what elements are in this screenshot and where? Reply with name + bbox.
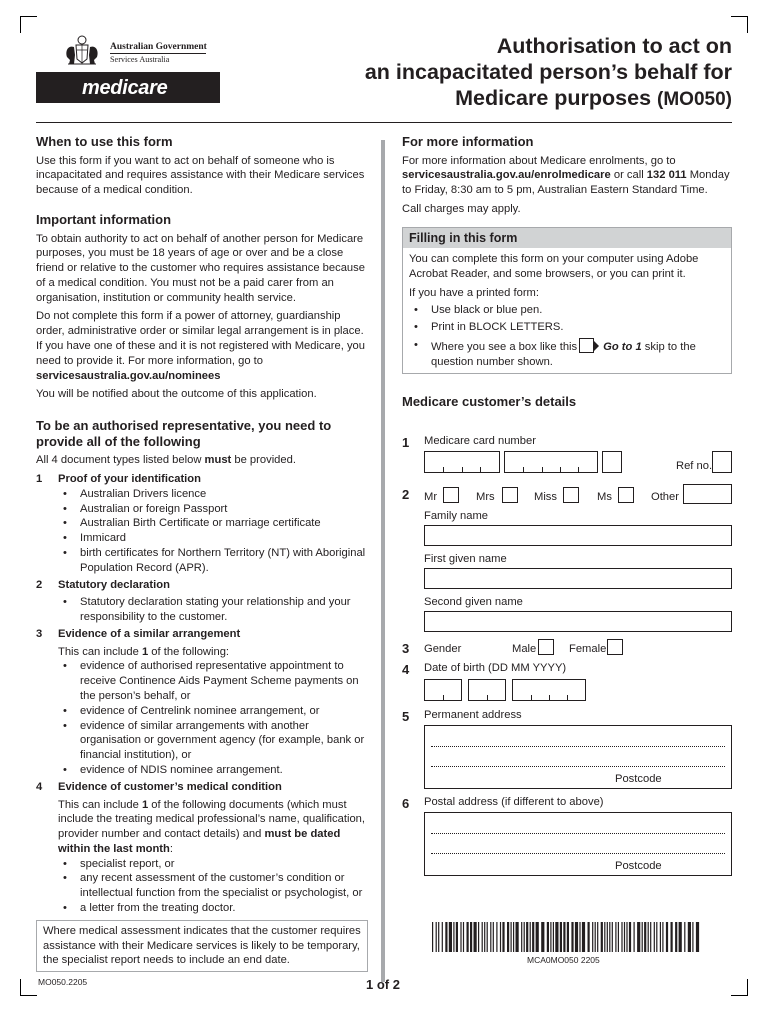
intro-bold: 1 (141, 645, 149, 658)
barcode-bar (609, 922, 610, 952)
barcode-bar (671, 922, 673, 952)
question-2 (402, 486, 734, 632)
medicare-wordmark: medicare (82, 77, 168, 99)
barcode-bar (654, 922, 655, 952)
barcode-bar (536, 922, 539, 952)
list-item: • evidence of NDIS nominee arrangement. (58, 763, 368, 778)
barcode-bar (624, 922, 625, 952)
barcode-bar (474, 922, 477, 952)
important-heading: Important information (36, 211, 172, 227)
barcode-bar (526, 922, 528, 952)
barcode-bar (626, 922, 627, 952)
barcode-bar (615, 922, 616, 952)
gender-label: Gender (424, 643, 462, 655)
crop-mark-top-left (20, 16, 37, 33)
more-info-heading: For more information (402, 134, 534, 149)
barcode-bar (482, 922, 483, 952)
requirement-3-bullets (58, 659, 368, 777)
requirement-number: 2 (36, 578, 43, 591)
list-item: • birth certificates for Northern Territory (NT) with Aboriginal Population Record (APR). (58, 546, 368, 576)
barcode-bar (478, 922, 479, 952)
barcode-bar (656, 922, 657, 952)
question-number: 3 (402, 641, 410, 656)
barcode-bar (604, 922, 605, 952)
filling-bullets (409, 303, 725, 370)
first-given-name-label: First given name (424, 553, 507, 565)
barcode-bar (644, 922, 646, 952)
title-mr-label: Mr (424, 491, 438, 503)
barcode-bar (597, 922, 598, 952)
date-of-birth-label: Date of birth (DD MM YYYY) (424, 662, 567, 674)
first-given-name-input[interactable] (424, 568, 732, 589)
barcode-bar (675, 922, 677, 952)
barcode-bar (621, 922, 622, 952)
form-code: (MO050) (657, 89, 732, 110)
requirement-title: Proof of your identification (58, 473, 201, 486)
barcode-bar (679, 922, 682, 952)
barcode-bar (648, 922, 649, 952)
barcode-bar (592, 922, 593, 952)
requirement-4-intro (58, 798, 368, 857)
list-item: • Australian or foreign Passport (58, 502, 368, 517)
requirement-3-intro (58, 645, 368, 660)
barcode-bar (684, 922, 685, 952)
title-line-3 (312, 85, 732, 113)
filling-p1: You can complete this form on your computer using Adobe Acrobat Reader, and some browsers, or you can print it. (409, 253, 699, 280)
list-item: • evidence of similar arrangements with another organisation or government agency (for example, bank or financial institution), or (58, 719, 368, 763)
barcode-bar (575, 922, 578, 952)
title-miss-label: Miss (534, 491, 557, 503)
medicare-brand-banner (36, 72, 220, 103)
important-p3: If you have one of these and it is not registered with Medicare, you need to provide it. For more information, go to (36, 340, 365, 367)
title-line-2: an incapacitated person’s behalf for (364, 60, 732, 84)
requirement-2 (36, 578, 368, 625)
title-other-label: Other (651, 491, 679, 503)
question-number: 6 (402, 796, 410, 811)
page-number: 1 of 2 (366, 977, 400, 992)
barcode-bar (521, 922, 522, 952)
intro-bold: 1 (141, 798, 149, 811)
dob-month-input[interactable] (468, 679, 506, 701)
barcode-bar (595, 922, 596, 952)
barcode-bar (502, 922, 504, 952)
list-item: • any recent assessment of the customer’s condition or intellectual function from the specialist or psychologist, or (58, 871, 368, 901)
title-mrs-label: Mrs (476, 491, 495, 503)
crop-mark-top-right (731, 16, 748, 33)
barcode-bar (453, 922, 454, 952)
authorised-heading: To be an authorised representative, you need to provide all of the following (36, 418, 332, 449)
question-number: 5 (402, 709, 410, 724)
filling-in-form-panel (402, 227, 732, 374)
coat-of-arms-icon (60, 33, 104, 67)
intro-mid: of the following documents (which must include the treating medical professional’s name, qualification, provider number and contact details) and (58, 798, 366, 841)
second-given-name-input[interactable] (424, 611, 732, 632)
government-logo (60, 33, 220, 67)
gender-male-checkbox[interactable] (538, 639, 554, 655)
logo-divider (110, 53, 206, 54)
header-divider (36, 122, 732, 123)
gender-female-checkbox[interactable] (607, 639, 623, 655)
barcode-bar (507, 922, 509, 952)
intro-post: of the following: (151, 645, 230, 658)
goto-post: skip to the question number shown. (431, 341, 696, 368)
barcode-bar (618, 922, 619, 952)
requirement-title: Statutory declaration (58, 578, 170, 591)
barcode-bar (560, 922, 562, 952)
goto-arrow-icon (594, 341, 599, 351)
crop-mark-bottom-right (731, 979, 748, 996)
barcode-bar (513, 922, 514, 952)
barcode-bar (629, 922, 631, 952)
barcode-bar (571, 922, 573, 952)
requirement-4-bullets (58, 857, 368, 916)
document-requirements-list (36, 472, 368, 916)
barcode-bar (547, 922, 549, 952)
more-info-p2: Call charges may apply. (402, 202, 521, 215)
family-name-label: Family name (424, 510, 489, 522)
intro-pre: This can include (58, 798, 139, 811)
barcode-bar (496, 922, 497, 952)
barcode-bar (666, 922, 668, 952)
barcode-bar (650, 922, 651, 952)
intro-pre: This can include (58, 645, 139, 658)
barcode-bar (532, 922, 534, 952)
list-item: • Australian Birth Certificate or marriage certificate (58, 516, 368, 531)
barcode-bar (467, 922, 469, 952)
barcode-bar (579, 922, 580, 952)
title-miss-checkbox[interactable] (563, 487, 579, 503)
more-info-p1 (402, 154, 732, 198)
list-item: • evidence of Centrelink nominee arrangement, or (58, 704, 368, 719)
medicare-card-digits-2[interactable] (504, 451, 598, 473)
barcode-bar (582, 922, 585, 952)
barcode-bar (563, 922, 565, 952)
list-item: • Australian Drivers licence (58, 487, 368, 502)
barcode-bar (432, 922, 433, 952)
list-item: • specialist report, or (58, 857, 368, 872)
important-p1: To obtain authority to act on behalf of another person for Medicare purposes, you must be 18 years of age or over and be a close friend or relative to the customer who requires assistance because of a medical condition. You must not be a paid carer from an organisation, institution or community health service. (36, 232, 365, 304)
barcode-bar (567, 922, 569, 952)
filling-heading: Filling in this form (403, 228, 731, 249)
postal-postcode-label: Postcode (615, 860, 662, 872)
barcode-bar (460, 922, 461, 952)
barcode-bar (662, 922, 663, 952)
title-mrs-checkbox[interactable] (502, 487, 518, 503)
second-given-name-label: Second given name (424, 596, 523, 608)
question-1 (402, 434, 734, 474)
barcode-bar (555, 922, 558, 952)
barcode-bar (438, 922, 439, 952)
question-4 (402, 661, 734, 703)
goto-pre: Where you see a box like this (431, 341, 578, 354)
government-line-1: Australian Government (110, 42, 207, 52)
authorised-intro-pre: All 4 document types listed below (36, 454, 202, 467)
permanent-address-input[interactable] (424, 725, 732, 789)
barcode-bar (442, 922, 443, 952)
crop-mark-bottom-left (20, 979, 37, 996)
ref-no-box[interactable] (712, 451, 732, 473)
title-line-3-text: Medicare purposes (455, 86, 652, 110)
barcode-bar (449, 922, 452, 952)
permanent-postcode-label: Postcode (615, 773, 662, 785)
question-number: 1 (402, 435, 410, 450)
left-column (36, 134, 368, 972)
barcode-bar (612, 922, 613, 952)
barcode (432, 922, 702, 952)
ref-no-label: Ref no. (676, 460, 713, 472)
temporary-assistance-note: Where medical assessment indicates that the customer requires assistance with their Medicare services is likely to be temporary, the specialist report needs to include an end date. (36, 920, 368, 972)
question-6 (402, 795, 734, 877)
barcode-bar (463, 922, 464, 952)
barcode-bar (692, 922, 693, 952)
list-item: • a letter from the treating doctor. (58, 901, 368, 916)
list-item: • Statutory declaration stating your relationship and your responsibility to the customer. (58, 595, 368, 625)
right-column (402, 134, 732, 413)
title-other-input[interactable] (683, 484, 732, 504)
requirement-number: 4 (36, 780, 43, 793)
barcode-bar (642, 922, 643, 952)
requirement-1 (36, 472, 368, 575)
family-name-input[interactable] (424, 525, 732, 546)
medicare-card-label: Medicare card number (424, 435, 536, 447)
title-ms-checkbox[interactable] (618, 487, 634, 503)
barcode-bar (516, 922, 519, 952)
barcode-bar (601, 922, 603, 952)
list-item: • Use black or blue pen. (409, 303, 725, 318)
barcode-label: MCA0MO050 2205 (527, 955, 600, 965)
barcode-bar (634, 922, 635, 952)
authorised-intro (36, 453, 368, 468)
barcode-bar (445, 922, 447, 952)
barcode-bar (607, 922, 608, 952)
requirement-number: 1 (36, 473, 43, 486)
title-line-1: Authorisation to act on (496, 34, 732, 58)
permanent-address-label: Permanent address (424, 709, 522, 721)
barcode-bar (637, 922, 640, 952)
title-mr-checkbox[interactable] (443, 487, 459, 503)
barcode-bar (550, 922, 551, 952)
nominees-link[interactable]: servicesaustralia.gov.au/nominees (36, 369, 221, 382)
question-number: 2 (402, 487, 410, 502)
requirement-title: Evidence of customer’s medical condition (58, 780, 282, 793)
form-version: MO050.2205 (38, 977, 88, 987)
when-heading: When to use this form (36, 134, 173, 149)
requirement-1-bullets (58, 487, 368, 576)
authorised-intro-post: be provided. (234, 454, 296, 467)
question-3 (402, 640, 734, 660)
barcode-bar (487, 922, 488, 952)
barcode-bar (530, 922, 531, 952)
postal-address-input[interactable] (424, 812, 732, 876)
important-p4: You will be notified about the outcome of this application. (36, 388, 317, 401)
requirement-4 (36, 780, 368, 916)
question-5 (402, 708, 734, 790)
requirement-3 (36, 627, 368, 778)
phone-number: 132 011 (646, 169, 687, 182)
barcode-bar (524, 922, 525, 952)
dob-year-input[interactable] (512, 679, 586, 701)
goto-box-icon (579, 338, 594, 353)
authorised-intro-bold: must (204, 454, 232, 467)
more-info-pre: For more information about Medicare enrolments, go to (402, 154, 676, 167)
barcode-bar (660, 922, 661, 952)
barcode-bar (490, 922, 491, 952)
barcode-bar (436, 922, 437, 952)
gender-male-label: Male (512, 643, 537, 655)
barcode-bar (511, 922, 512, 952)
medicare-card-issue-digit[interactable] (602, 451, 622, 473)
column-separator (381, 140, 385, 982)
postal-address-label: Postal address (if different to above) (424, 796, 604, 808)
enrolmedicare-link[interactable]: servicesaustralia.gov.au/enrolmedicare (402, 169, 611, 182)
intro-post: : (169, 842, 173, 855)
barcode-bar (456, 922, 458, 952)
goto-label: Go to 1 (603, 341, 642, 354)
list-item: • Print in BLOCK LETTERS. (409, 320, 725, 335)
barcode-bar (493, 922, 494, 952)
list-item (409, 338, 725, 370)
government-line-2: Services Australia (110, 55, 170, 64)
requirement-number: 3 (36, 627, 43, 640)
dob-day-input[interactable] (424, 679, 462, 701)
customer-details-heading: Medicare customer’s details (402, 393, 577, 409)
medicare-card-digits-1[interactable] (424, 451, 500, 473)
title-ms-label: Ms (597, 491, 612, 503)
form-title (312, 33, 732, 113)
intro-bold-2: must be dated within the last month (58, 828, 341, 855)
barcode-bar (696, 922, 699, 952)
more-info-post: Monday to Friday, 8:30 am to 5 pm, Australian Eastern Standard Time. (402, 169, 730, 197)
barcode-bar (484, 922, 485, 952)
when-body: Use this form if you want to act on behalf of someone who is incapacitated and requires assistance with their Medicare services because of a medical condition. (36, 154, 365, 197)
barcode-bar (470, 922, 472, 952)
list-item: • Immicard (58, 531, 368, 546)
question-number: 4 (402, 662, 410, 677)
barcode-bar (688, 922, 691, 952)
barcode-bar (588, 922, 590, 952)
gender-female-label: Female (569, 643, 607, 655)
important-p2: Do not complete this form if a power of attorney, guardianship order, administrative order or similar legal arrangement is in place. (36, 310, 364, 338)
list-item: • evidence of authorised representative appointment to receive Continence Aids Payment Scheme payments on the person’s behalf, or (58, 659, 368, 703)
filling-p2: If you have a printed form: (409, 286, 539, 299)
barcode-bar (553, 922, 554, 952)
requirement-title: Evidence of a similar arrangement (58, 627, 241, 640)
requirement-2-bullets (58, 595, 368, 625)
barcode-bar (500, 922, 501, 952)
more-info-mid: or call (613, 169, 644, 182)
barcode-bar (541, 922, 544, 952)
